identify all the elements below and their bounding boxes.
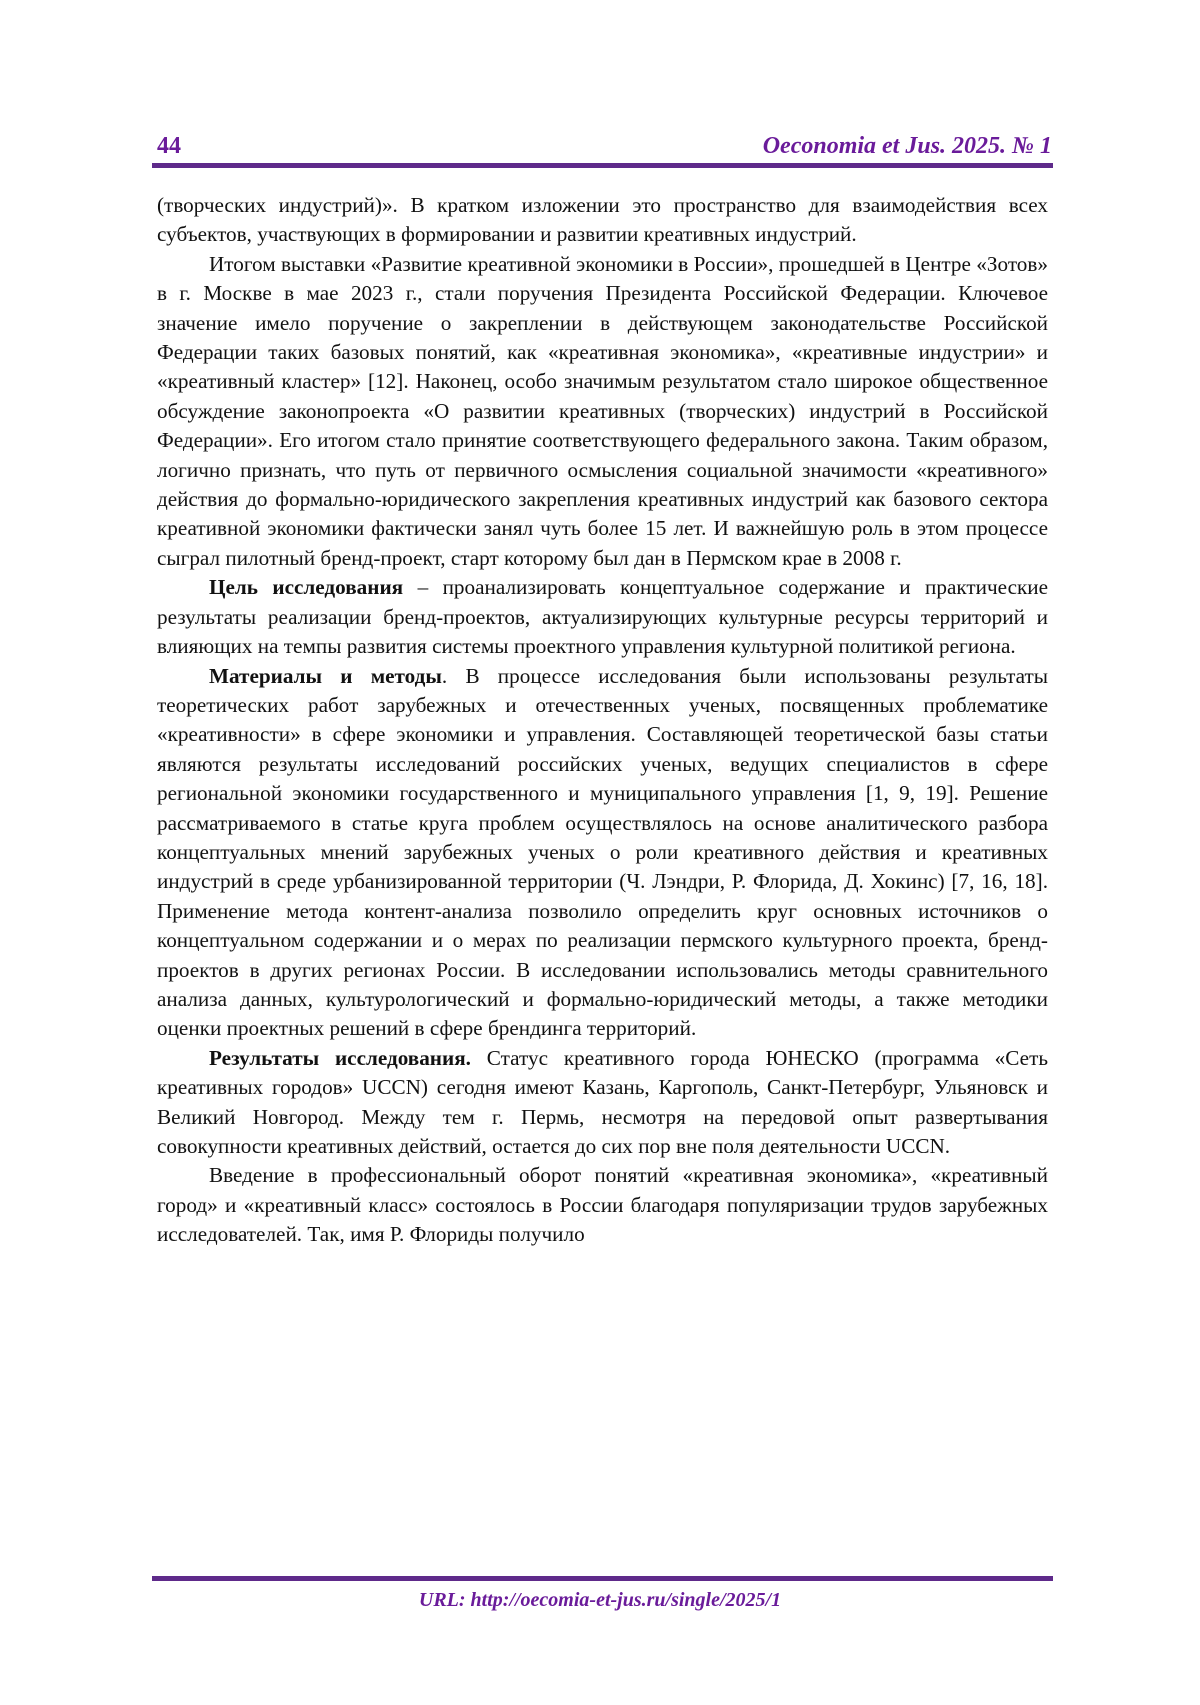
paragraph-text: (творческих индустрий)». В кратком изложении это пространство для взаимодействия всех субъектов, участвующих в формировании и развитии креативных индустрий. xyxy=(157,193,1048,247)
footer-url[interactable]: URL: http://oecomia-et-jus.ru/single/2025/1 xyxy=(418,1589,782,1611)
page-number: 44 xyxy=(157,133,181,159)
paragraph-text: Статус креативного города ЮНЕСКО (программа «Сеть креативных городов» UCCN) сегодня имеют Казань, Каргополь, Санкт-Петербург, Ульяновск и Великий Новгород. Между тем г. Пермь, несмотря на передовой опыт развертывания совокупности креативных действий, остается до сих пор вне поля деятельности UCCN. xyxy=(157,1045,1048,1158)
article-body xyxy=(157,191,1048,1250)
paragraph xyxy=(157,1161,1048,1249)
journal-title: Oeconomia et Jus. 2025. № 1 xyxy=(762,133,1052,159)
header-rule xyxy=(152,163,1053,168)
paragraph-research-goal xyxy=(157,573,1048,661)
paragraph-continuation xyxy=(157,191,1048,250)
paragraph-text: – проанализировать концептуальное содержание и практические результаты реализации бренд-проектов, актуализирующих культурные ресурсы территорий и влияющих на темпы развития системы проектного управления культурной политикой региона. xyxy=(157,575,1049,659)
paragraph xyxy=(157,250,1048,573)
section-lead: Материалы и методы xyxy=(209,663,442,688)
footer-rule xyxy=(152,1576,1053,1581)
section-lead: Результаты исследования. xyxy=(209,1045,471,1070)
paragraph-materials-methods xyxy=(157,662,1048,1044)
paragraph-text: Введение в профессиональный оборот понятий «креативная экономика», «креативный город» и «креативный класс» состоялось в России благодаря популяризации трудов зарубежных исследователей. Так, имя Р. Флориды получило xyxy=(157,1163,1048,1247)
paragraph-results xyxy=(157,1044,1048,1162)
paragraph-text: Итогом выставки «Развитие креативной экономики в России», прошедшей в Центре «Зотов» в г. Москве в мае 2023 г., стали поручения Президента Российской Федерации. Ключевое значение имело поручение о закреплении в действующем законодательстве Российской Федерации таких базовых понятий, как «креативная экономика», «креативные индустрии» и «креативный кластер» [12]. Наконец, особо значимым результатом стало широкое общественное обсуждение законопроекта «О развитии креативных (творческих) индустрий в Российской Федерации». Его итогом стало принятие соответствующего федерального закона. Таким образом, логично признать, что путь от первичного осмысления социальной значимости «креативного» действия до формально-юридического закрепления креативных индустрий как базового сектора креативной экономики фактически занял чуть более 15 лет. И важнейшую роль в этом процессе сыграл пилотный бренд-проект, старт которому был дан в Пермском крае в 2008 г. xyxy=(157,251,1048,570)
section-lead: Цель исследования xyxy=(209,575,404,600)
paragraph-text: . В процессе исследования были использованы результаты теоретических работ зарубежных и отечественных ученых, посвященных проблематике «креативности» в сфере экономики и управления. Составляющей теоретической базы статьи являются результаты исследований российских ученых, ведущих специалистов в сфере региональной экономики государственного и муниципального управления [1, 9, 19]. Решение рассматриваемого в статье круга проблем осуществлялось на основе аналитического разбора концептуальных мнений зарубежных ученых о роли креативного действия и креативных индустрий в среде урбанизированной территории (Ч. Лэндри, Р. Флорида, Д. Хокинс) [7, 16, 18]. Применение метода контент-анализа позволило определить круг основных источников о концептуальном содержании и о мерах по реализации пермского культурного проекта, бренд-проектов в других регионах России. В исследовании использовались методы сравнительного анализа данных, культурологический и формально-юридический методы, а также методики оценки проектных решений в сфере брендинга территорий. xyxy=(157,663,1048,1041)
